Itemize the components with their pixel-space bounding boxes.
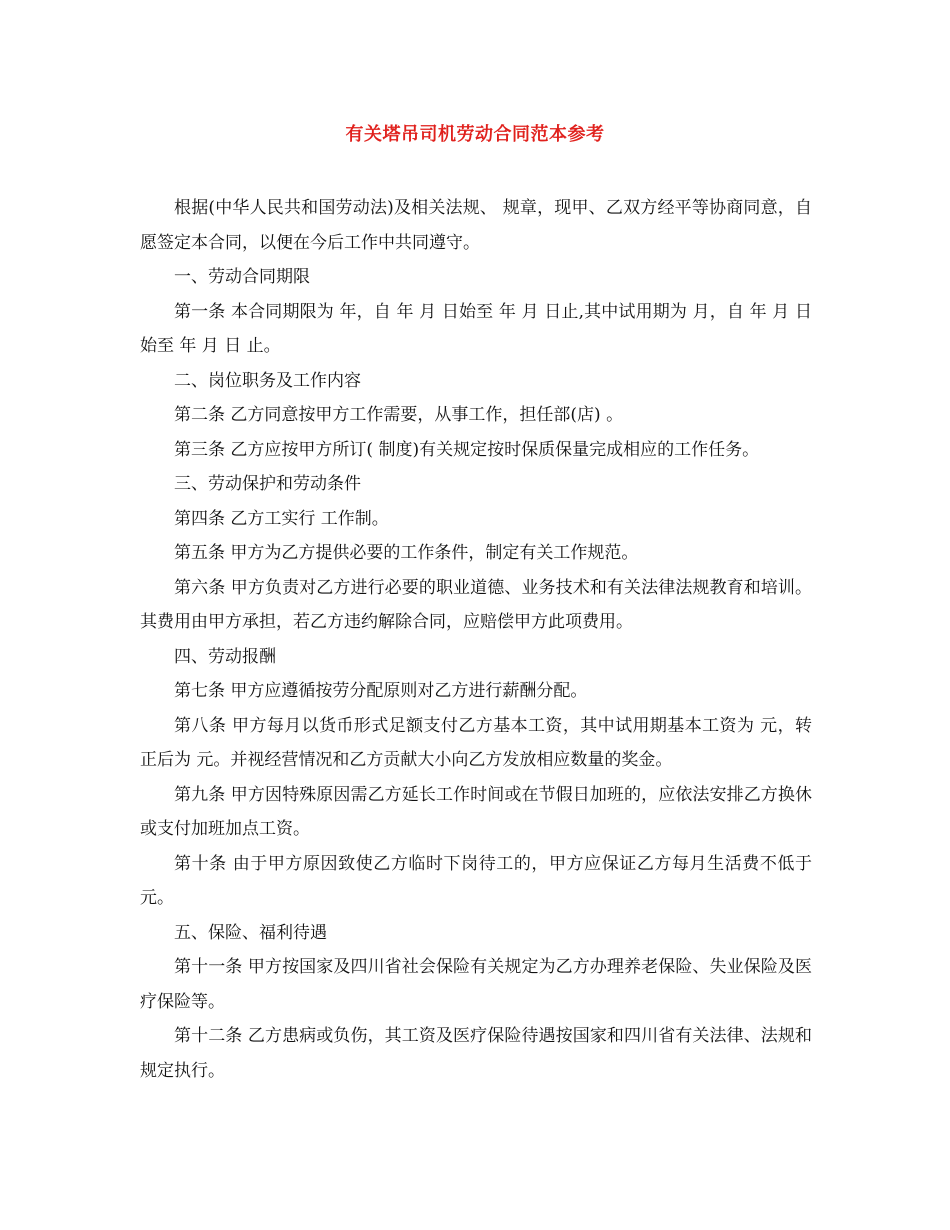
article-5: 第五条 甲方为乙方提供必要的工作条件，制定有关工作规范。 (174, 543, 639, 563)
section-heading-contract-term: 一、劳动合同期限 (174, 267, 310, 287)
section-heading-remuneration: 四、劳动报酬 (174, 646, 276, 667)
article-12: 第十二条 乙方患病或负伤，其工资及医疗保险待遇按国家和四川省有关法律、法规和规定执行。 (140, 1026, 812, 1081)
article-6: 第六条 甲方负责对乙方进行必要的职业道德、业务技术和有关法律法规教育和培训。其费用由甲方承担，若乙方违约解除合同，应赔偿甲方此项费用。 (140, 577, 812, 632)
document-body (140, 191, 812, 1088)
article-4: 第四条 乙方工实行 工作制。 (174, 508, 389, 529)
paragraph-preamble: 根据(中华人民共和国劳动法)及相关法规、 规章，现甲、乙双方经平等协商同意，自愿签定本合同，以便在今后工作中共同遵守。 (140, 198, 812, 253)
document-title: 有关塔吊司机劳动合同范本参考 (345, 124, 605, 145)
article-11: 第十一条 甲方按国家及四川省社会保险有关规定为乙方办理养老保险、失业保险及医疗保险等。 (140, 957, 812, 1012)
section-heading-insurance-welfare: 五、保险、福利待遇 (174, 922, 327, 943)
article-2: 第二条 乙方同意按甲方工作需要，从事工作，担任部(店) 。 (174, 405, 624, 425)
article-8: 第八条 甲方每月以货币形式足额支付乙方基本工资，其中试用期基本工资为 元，转正后为 元。并视经营情况和乙方贡献大小向乙方发放相应数量的奖金。 (140, 715, 812, 770)
article-1: 第一条 本合同期限为 年，自 年 月 日始至 年 月 日止,其中试用期为 月，自 年 月 日始至 年 月 日 止。 (140, 301, 812, 356)
article-3: 第三条 乙方应按甲方所订( 制度)有关规定按时保质保量完成相应的工作任务。 (174, 439, 760, 460)
article-9: 第九条 甲方因特殊原因需乙方延长工作时间或在节假日加班的，应依法安排乙方换休或支付加班加点工资。 (140, 784, 812, 839)
section-heading-labor-protection: 三、劳动保护和劳动条件 (174, 474, 361, 494)
article-10: 第十条 由于甲方原因致使乙方临时下岗待工的，甲方应保证乙方每月生活费不低于 元。 (140, 853, 812, 908)
article-7: 第七条 甲方应遵循按劳分配原则对乙方进行薪酬分配。 (174, 681, 588, 701)
section-heading-position-duties: 二、岗位职务及工作内容 (174, 370, 361, 391)
